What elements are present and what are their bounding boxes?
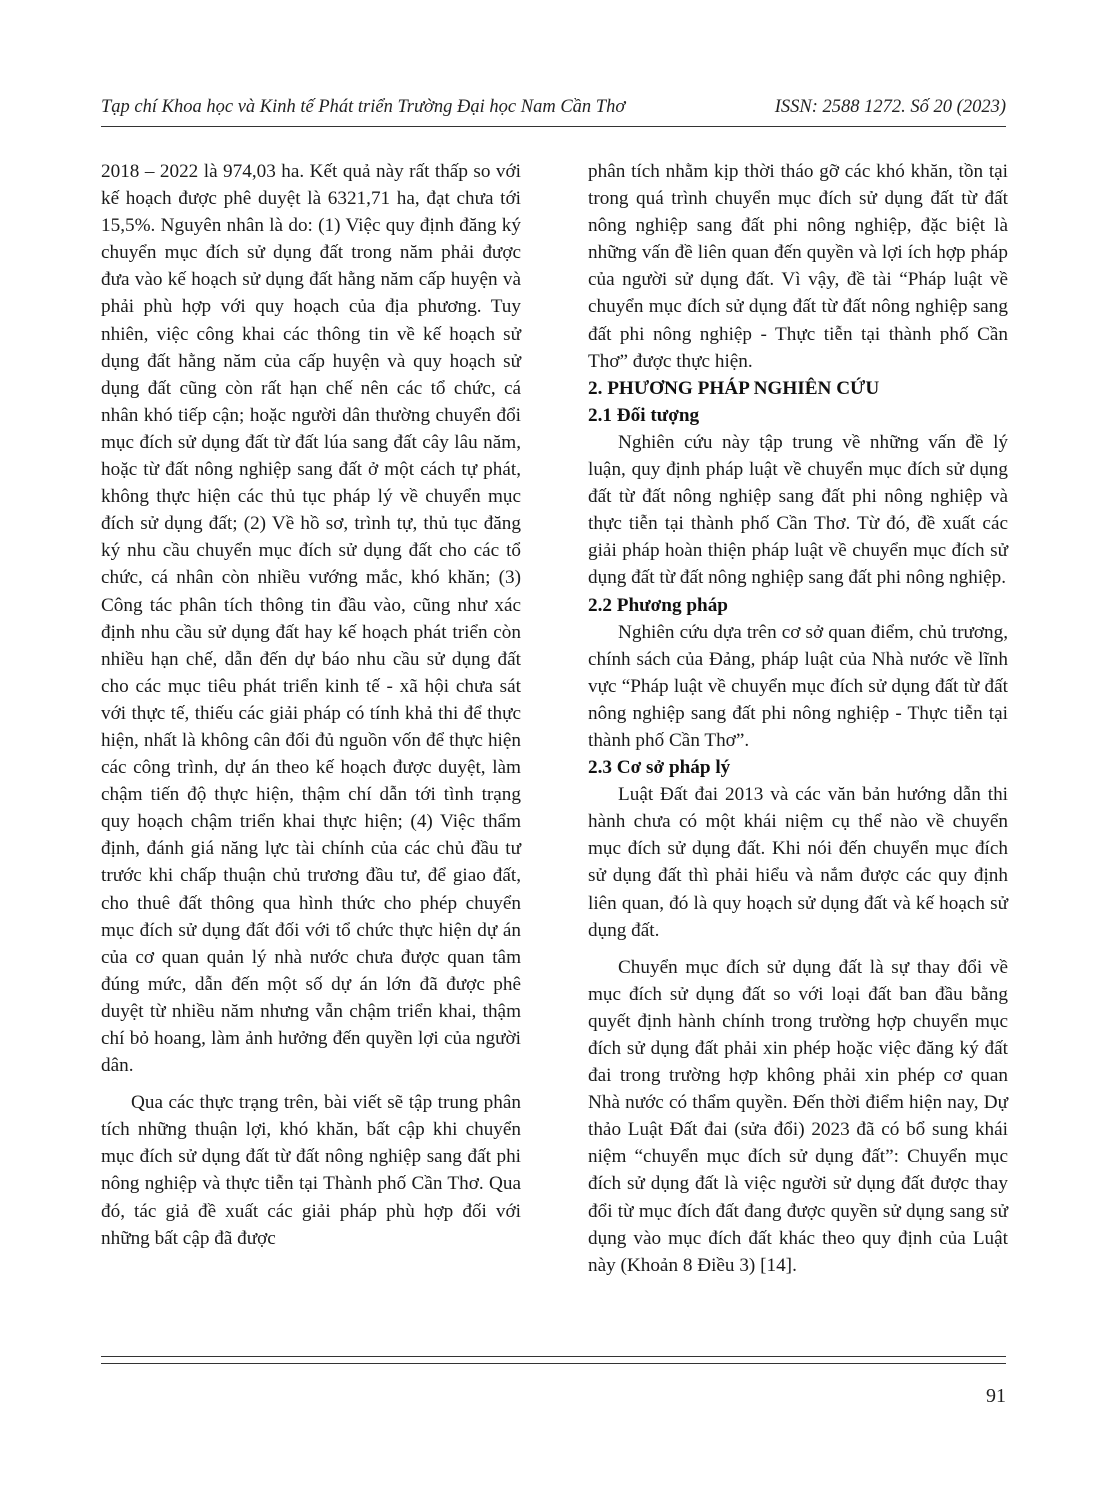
subsection-heading: 2.3 Cơ sở pháp lý (588, 757, 731, 779)
issn-info: ISSN: 2588 1272. Số 20 (2023) (774, 97, 1006, 117)
body-paragraph: 2018 – 2022 là 974,03 ha. Kết quả này rất thấp so với kế hoạch được phê duyệt là 6321,71 ha, đạt chưa tới 15,5%. Nguyên nhân là do: (1) Việc quy định đăng ký chuyển mục đích sử dụng đất trong năm phải được đưa vào kế hoạch sử dụng đất hằng năm cấp huyện và phải phù hợp với quy hoạch của địa phương. Tuy nhiên, việc công khai các thông tin về kế hoạch sử dụng đất hằng năm của cấp huyện và quy hoạch sử dụng đất cũng còn rất hạn chế nên các tổ chức, cá nhân khó tiếp cận; hoặc người dân thường chuyển đổi mục đích sử dụng đất từ đất lúa sang đất cây lâu năm, hoặc từ đất nông nghiệp sang đất ở một cách tự phát, không thực hiện các thủ tục pháp lý về chuyển mục đích sử dụng đất; (2) Về hồ sơ, trình tự, thủ tục đăng ký nhu cầu chuyển mục đích sử dụng đất cho các tổ chức, cá nhân còn nhiều vướng mắc, khó khăn; (3) Công tác phân tích thông tin đầu vào, cũng như xác định nhu cầu sử dụng đất hay kế hoạch phát triển còn nhiều hạn chế, dẫn đến dự báo nhu cầu sử dụng đất cho các mục tiêu phát triển kinh tế - xã hội chưa sát với thực tế, thiếu các giải pháp có tính khả thi để thực hiện, nhất là không cân đối đủ nguồn vốn để thực hiện các công trình, dự án theo kế hoạch được duyệt, làm chậm tiến độ thực hiện, thậm chí dẫn tới tình trạng quy hoạch chậm triển khai thực hiện; (4) Việc thẩm định, đánh giá năng lực tài chính của các chủ đầu tư trước khi chấp thuận chủ trương đầu tư, để giao đất, cho thuê đất thông qua hình thức cho phép chuyển mục đích sử dụng đất đối với tổ chức thực hiện dự án của cơ quan quản lý nhà nước chưa được quan tâm đúng mức, dẫn đến một số dự án lớn đã được phê duyệt từ nhiều năm nhưng vẫn chậm triển khai, thậm chí bỏ hoang, làm ảnh hưởng đến quyền lợi của người dân. (101, 161, 521, 1077)
right-column (588, 158, 1008, 1279)
body-paragraph: Nghiên cứu dựa trên cơ sở quan điểm, chủ trương, chính sách của Đảng, pháp luật của Nhà nước về lĩnh vực “Pháp luật về chuyển mục đích sử dụng đất từ đất nông nghiệp sang đất phi nông nghiệp - Thực tiễn tại thành phố Cần Thơ”. (588, 621, 1008, 751)
body-paragraph: Qua các thực trạng trên, bài viết sẽ tập trung phân tích những thuận lợi, khó khăn, bất cập khi chuyển mục đích sử dụng đất từ đất nông nghiệp sang đất phi nông nghiệp và thực tiễn tại Thành phố Cần Thơ. Qua đó, tác giả đề xuất các giải pháp phù hợp đối với những bất cập đã được (101, 1092, 521, 1249)
subsection-heading: 2.2 Phương pháp (588, 594, 728, 616)
footer-divider (101, 1356, 1006, 1357)
header-divider (101, 126, 1006, 127)
body-paragraph: Chuyển mục đích sử dụng đất là sự thay đổi về mục đích sử dụng đất so với loại đất ban đầu bằng quyết định hành chính trong trường hợp chuyển mục đích sử dụng đất phải xin phép hoặc việc đăng ký đất đai trong trường hợp không phải xin phép cơ quan Nhà nước có thẩm quyền. Đến thời điểm hiện nay, Dự thảo Luật Đất đai (sửa đổi) 2023 đã có bổ sung khái niệm “chuyển mục đích sử dụng đất”: Chuyển mục đích sử dụng đất là việc người sử dụng đất được thay đổi từ mục đích đất đang được quyền sử dụng sang sử dụng vào mục đích đất khác theo quy định của Luật này (Khoản 8 Điều 3) [14]. (588, 956, 1008, 1276)
footer-divider (101, 1363, 1006, 1364)
page-number: 91 (986, 1385, 1006, 1407)
section-heading: 2. PHƯƠNG PHÁP NGHIÊN CỨU (588, 377, 880, 399)
journal-title: Tạp chí Khoa học và Kinh tế Phát triển Trường Đại học Nam Cần Thơ (101, 97, 626, 117)
left-column (101, 158, 521, 1252)
body-paragraph: phân tích nhằm kịp thời tháo gỡ các khó khăn, tồn tại trong quá trình chuyển mục đích sử dụng đất từ đất nông nghiệp sang đất phi nông nghiệp, đặc biệt là những vấn đề liên quan đến quyền và lợi ích hợp pháp của người sử dụng đất. Vì vậy, đề tài “Pháp luật về chuyển mục đích sử dụng đất từ đất nông nghiệp sang đất phi nông nghiệp - Thực tiễn tại thành phố Cần Thơ” được thực hiện. (588, 161, 1008, 372)
body-paragraph: Luật Đất đai 2013 và các văn bản hướng dẫn thi hành chưa có một khái niệm cụ thể nào về chuyển mục đích sử dụng đất. Khi nói đến chuyển mục đích sử dụng đất thì phải hiểu và nắm được các quy định liên quan, đó là quy hoạch sử dụng đất và kế hoạch sử dụng đất. (588, 784, 1008, 941)
running-header (101, 97, 1006, 118)
body-paragraph: Nghiên cứu này tập trung về những vấn đề lý luận, quy định pháp luật về chuyển mục đích sử dụng đất từ đất nông nghiệp sang đất phi nông nghiệp và thực tiễn tại thành phố Cần Thơ. Từ đó, đề xuất các giải pháp hoàn thiện pháp luật về chuyển mục đích sử dụng đất từ đất nông nghiệp sang đất phi nông nghiệp. (588, 431, 1008, 589)
subsection-heading: 2.1 Đối tượng (588, 404, 700, 426)
